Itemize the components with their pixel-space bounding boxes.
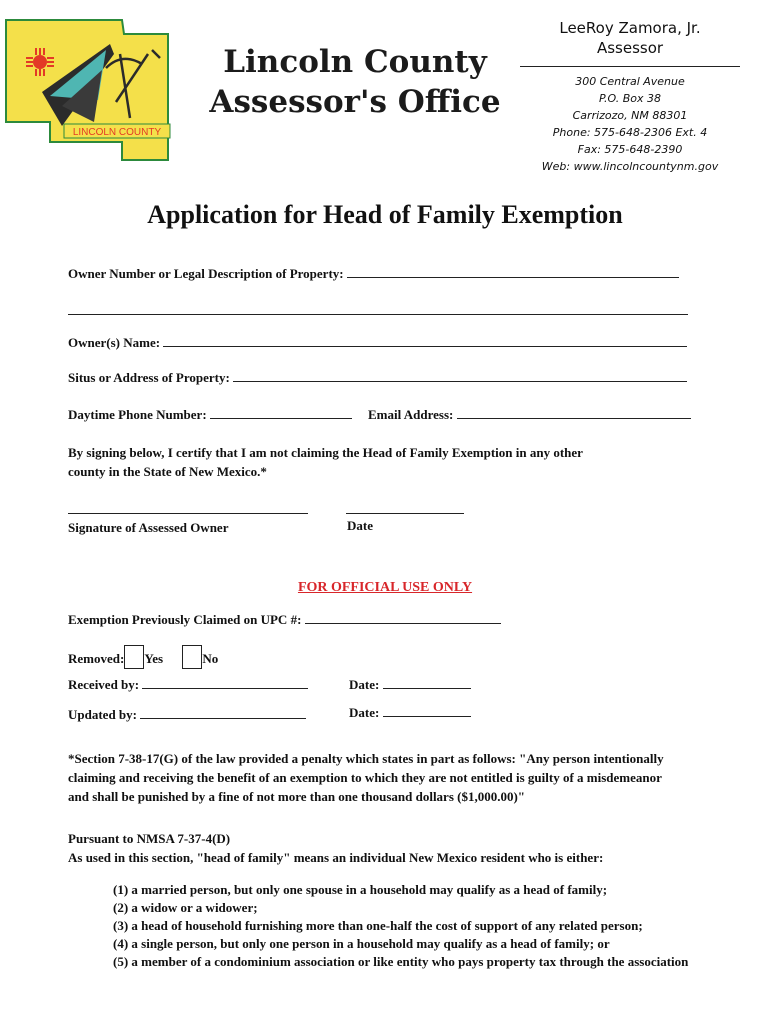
email-row (368, 407, 691, 423)
removed-yes-checkbox[interactable] (124, 645, 144, 669)
email-field[interactable] (457, 407, 691, 419)
situs-field[interactable] (233, 370, 687, 382)
previous-upc-row (68, 612, 501, 628)
owner-name-row (68, 335, 687, 351)
signature-field[interactable] (68, 513, 308, 514)
email-label: Email Address: (368, 407, 454, 422)
statute-definition (68, 829, 758, 867)
situs-label: Situs or Address of Property: (68, 370, 230, 385)
signature-date-label: Date (347, 518, 373, 533)
received-label: Received by: (68, 677, 140, 692)
list-item: (5) a member of a condominium association or like entity who pays property tax through the association (113, 954, 689, 969)
updated-by-field[interactable] (140, 707, 306, 719)
updated-date-row (349, 705, 471, 721)
updated-row (68, 707, 306, 723)
address-fax: Fax: 575-648-2390 (577, 143, 683, 156)
owner-name-field[interactable] (163, 335, 687, 347)
updated-label: Updated by: (68, 707, 137, 722)
certification-line2: county in the State of New Mexico.* (68, 464, 267, 479)
official-use-heading: FOR OFFICIAL USE ONLY (297, 580, 473, 595)
office-title-line1: Lincoln County (223, 44, 487, 80)
new-mexico-logo-icon (2, 14, 172, 164)
signature-date-field[interactable] (346, 513, 464, 514)
certification-text (68, 443, 708, 481)
removed-no-checkbox[interactable] (182, 645, 202, 669)
removed-row (68, 645, 218, 669)
owner-number-row (68, 266, 679, 282)
penalty-notice (68, 749, 748, 806)
list-item: (4) a single person, but only one person in a household may qualify as a head of family; or (113, 936, 610, 951)
address-po-box: P.O. Box 38 (598, 92, 662, 105)
assessor-title: Assessor (596, 39, 664, 57)
statute-intro: As used in this section, "head of family" means an individual New Mexico resident who is either: (68, 850, 604, 865)
assessor-name: LeeRoy Zamora, Jr. (559, 19, 701, 37)
penalty-line1: *Section 7-38-17(G) of the law provided a penalty which states in part as follows: "Any person intentionally (68, 751, 664, 766)
received-date-label: Date: (349, 677, 380, 692)
office-title-line2: Assessor's Office (209, 84, 501, 120)
address-city: Carrizozo, NM 88301 (572, 109, 688, 122)
penalty-line3: and shall be punished by a fine of not more than one thousand dollars ($1,000.00)" (68, 789, 526, 804)
situs-row (68, 370, 687, 386)
owner-name-label: Owner(s) Name: (68, 335, 161, 350)
removed-label: Removed: (68, 651, 125, 666)
updated-date-label: Date: (349, 705, 380, 720)
document-title: Application for Head of Family Exemption (147, 200, 623, 229)
head-of-family-criteria-list (113, 881, 753, 971)
logo-banner-text: LINCOLN COUNTY (72, 127, 162, 138)
office-title (205, 42, 505, 122)
list-item: (1) a married person, but only one spouse in a household may qualify as a head of family; (113, 882, 608, 897)
previous-upc-field[interactable] (305, 612, 501, 624)
address-web: Web: www.lincolncountynm.gov (541, 160, 719, 173)
list-item: (3) a head of household furnishing more than one-half the cost of support of any related person; (113, 918, 643, 933)
phone-field[interactable] (210, 407, 352, 419)
received-date-row (349, 677, 471, 693)
received-by-field[interactable] (142, 677, 308, 689)
legal-description-field-line2[interactable] (68, 314, 688, 315)
owner-number-label: Owner Number or Legal Description of Property: (68, 266, 344, 281)
phone-label: Daytime Phone Number: (68, 407, 207, 422)
owner-number-field[interactable] (347, 266, 679, 278)
address-street: 300 Central Avenue (575, 75, 685, 88)
penalty-line2: claiming and receiving the benefit of an exemption to which they are not entitled is guilty of a misdemeanor (68, 770, 662, 785)
removed-yes-label: Yes (144, 651, 164, 666)
received-row (68, 677, 308, 693)
phone-row (68, 407, 352, 423)
statute-citation: Pursuant to NMSA 7-37-4(D) (68, 831, 231, 846)
assessor-divider (520, 66, 740, 67)
list-item: (2) a widow or a widower; (113, 900, 258, 915)
received-date-field[interactable] (383, 677, 471, 689)
previous-upc-label: Exemption Previously Claimed on UPC #: (68, 612, 302, 627)
certification-line1: By signing below, I certify that I am not claiming the Head of Family Exemption in any other (68, 445, 583, 460)
signature-label: Signature of Assessed Owner (68, 520, 229, 535)
updated-date-field[interactable] (383, 705, 471, 717)
county-logo (2, 14, 172, 164)
assessor-contact-block (520, 18, 740, 175)
address-phone: Phone: 575-648-2306 Ext. 4 (552, 126, 708, 139)
removed-no-label: No (202, 651, 219, 666)
